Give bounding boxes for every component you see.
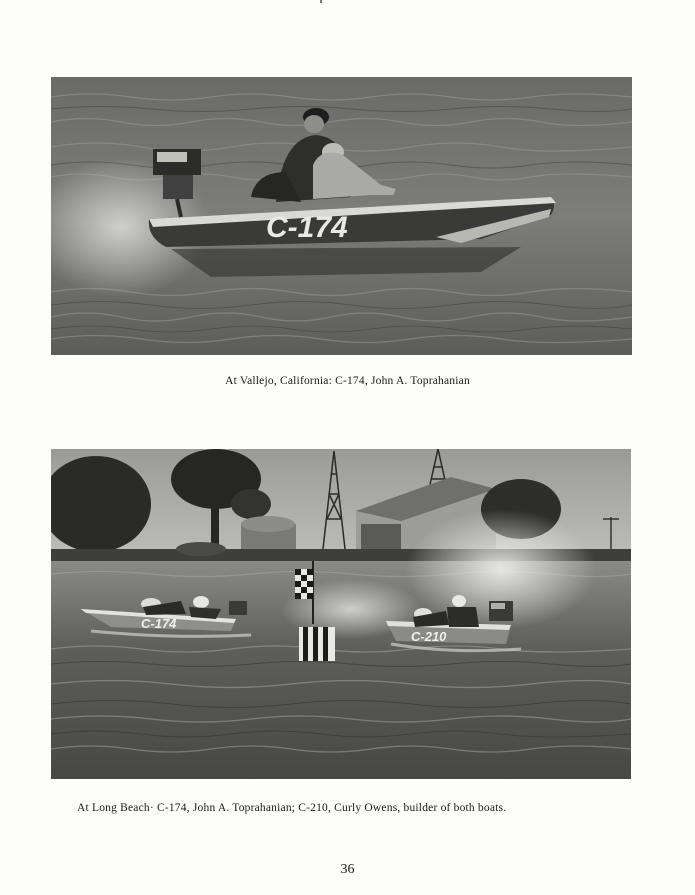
photo-vallejo xyxy=(51,77,632,355)
boat-number-c174-race: C-174 xyxy=(141,616,177,631)
photo-vallejo-image xyxy=(51,77,632,355)
caption-long-beach: At Long Beach· C-174, John A. Toprahanian; C-210, Curly Owens, builder of both boats. xyxy=(77,802,507,814)
page-number: 36 xyxy=(340,862,355,877)
photo-long-beach-image xyxy=(51,449,631,779)
boat-number-c174: C-174 xyxy=(266,211,348,244)
photo-long-beach xyxy=(51,449,631,779)
boat-number-c210: C-210 xyxy=(411,629,447,644)
page-mark xyxy=(320,0,322,3)
caption-vallejo: At Vallejo, California: C-174, John A. Toprahanian xyxy=(225,375,470,387)
